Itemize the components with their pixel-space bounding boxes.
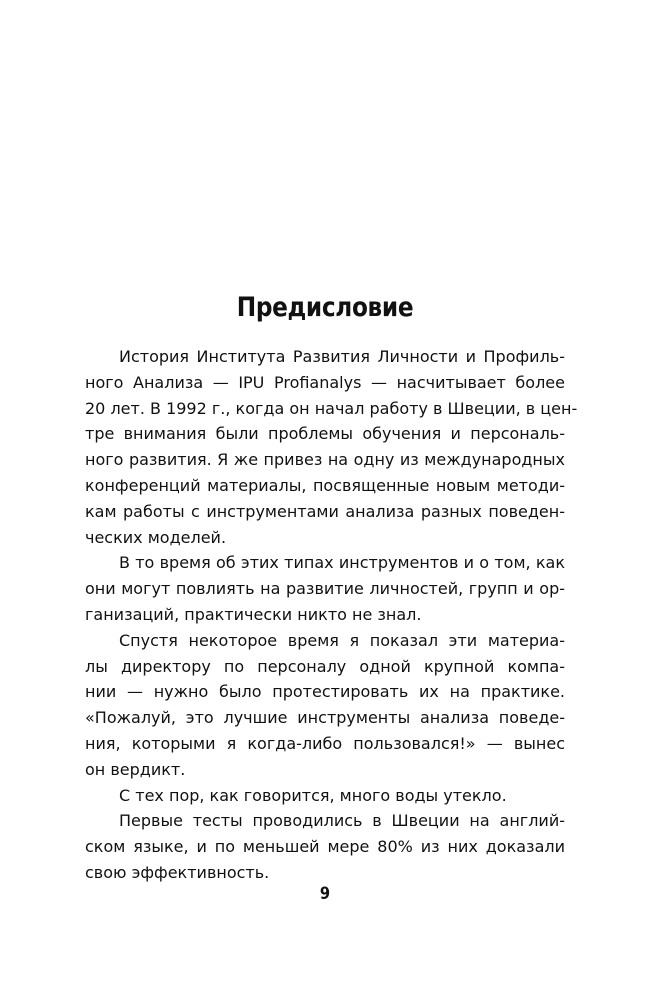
paragraph [85, 344, 578, 550]
text-line: В то время об этих типах инструментов и о том, как [119, 553, 565, 573]
text-line: 20 лет. В 1992 г., когда он начал работу в Швеции, в цен- [85, 398, 578, 418]
paragraph [85, 628, 565, 783]
paragraph [85, 808, 565, 885]
text-line: он вердикт. [85, 759, 186, 779]
chapter-title: Предисловие [236, 292, 414, 323]
text-line: С тех пор, как говорится, много воды утекло. [119, 785, 507, 805]
text-line: конференций материалы, посвященные новым методи- [85, 475, 565, 495]
text-line: свою эффективность. [85, 862, 270, 882]
text-line: ском языке, и по меньшей мере 80% из них доказали [85, 837, 565, 857]
paragraph [85, 550, 565, 627]
paragraph [85, 783, 565, 809]
text-line: они могут повлиять на развитие личностей, групп и ор- [85, 579, 565, 599]
text-line: Спустя некоторое время я показал эти материа- [119, 630, 565, 650]
text-line: Первые тесты проводились в Швеции на англий- [119, 811, 565, 831]
text-line: ного развития. Я же привез на одну из международных [85, 450, 565, 470]
text-line: «Пожалуй, это лучшие инструменты анализа поведе- [85, 708, 565, 728]
body-text [85, 344, 578, 886]
text-line: лы директору по персоналу одной крупной компа- [85, 656, 565, 676]
text-line: ния, которыми я когда-либо пользовался!» — вынес [85, 733, 565, 753]
page-number: 9 [319, 884, 331, 904]
text-line: кам работы с инструментами анализа разных поведен- [85, 501, 565, 521]
text-line: ческих моделей. [85, 527, 227, 547]
text-line: ного Анализа — IPU Profianalys — насчитывает более [85, 372, 565, 392]
text-line: История Института Развития Личности и Профиль- [119, 347, 565, 366]
text-line: ганизаций, практически никто не знал. [85, 604, 422, 624]
text-line: тре внимания были проблемы обучения и персональ- [85, 424, 565, 444]
text-line: нии — нужно было протестировать их на практике. [85, 682, 565, 702]
